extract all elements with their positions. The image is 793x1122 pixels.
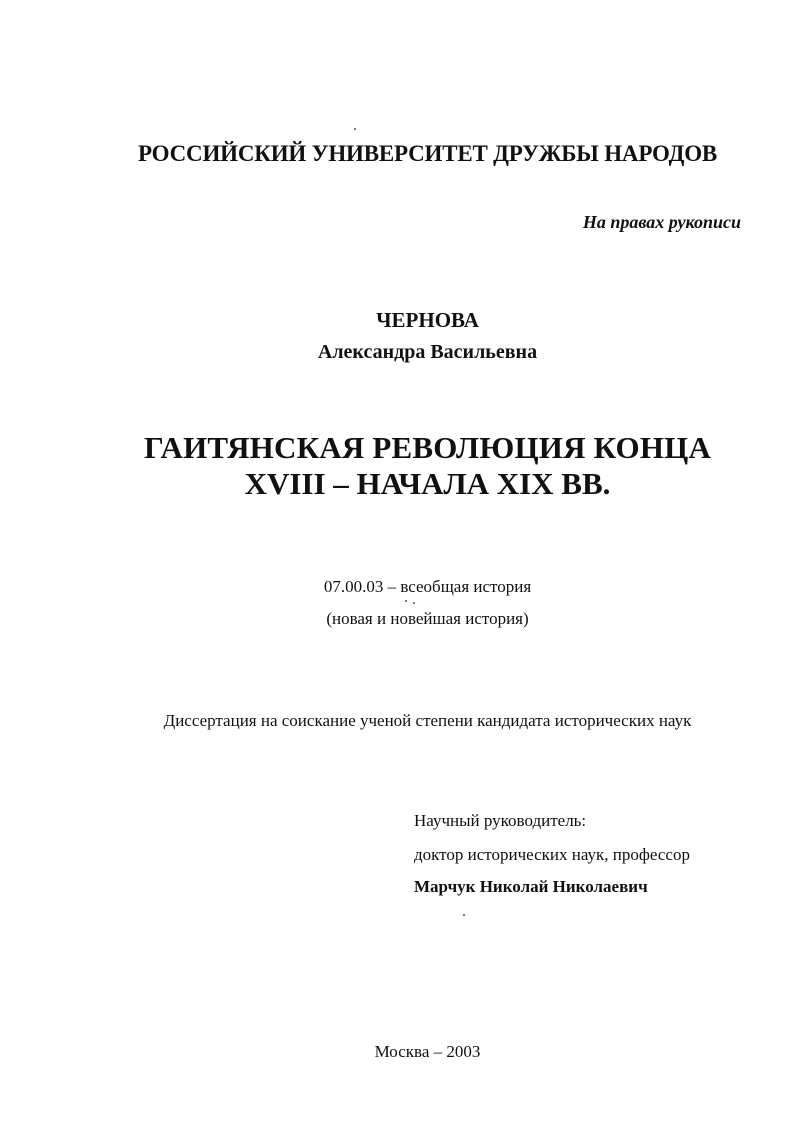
- city-year: Москва – 2003: [374, 1042, 481, 1061]
- scan-speck: [354, 128, 356, 130]
- advisor-label: Научный руководитель:: [414, 811, 587, 830]
- author-given-names: Александра Васильевна: [317, 341, 538, 363]
- thesis-title-line-2: XVIII – НАЧАЛА XIX ВВ.: [244, 466, 611, 501]
- manuscript-note: На правах рукописи: [582, 212, 741, 232]
- university-name: РОССИЙСКИЙ УНИВЕРСИТЕТ ДРУЖБЫ НАРОДОВ: [137, 141, 718, 166]
- advisor-name: Марчук Николай Николаевич: [414, 877, 648, 896]
- scan-speck: [413, 602, 415, 604]
- specialty-subfield: (новая и новейшая история): [326, 609, 529, 628]
- thesis-title-line-1: ГАИТЯНСКАЯ РЕВОЛЮЦИЯ КОНЦА: [143, 430, 712, 465]
- advisor-title: доктор исторических наук, профессор: [414, 845, 690, 864]
- specialty-code: 07.00.03 – всеобщая история: [323, 577, 532, 596]
- author-surname: ЧЕРНОВА: [376, 308, 479, 332]
- degree-statement: Диссертация на соискание ученой степени кандидата исторических наук: [163, 711, 692, 730]
- scan-speck: [463, 914, 465, 916]
- scan-speck: [405, 600, 407, 602]
